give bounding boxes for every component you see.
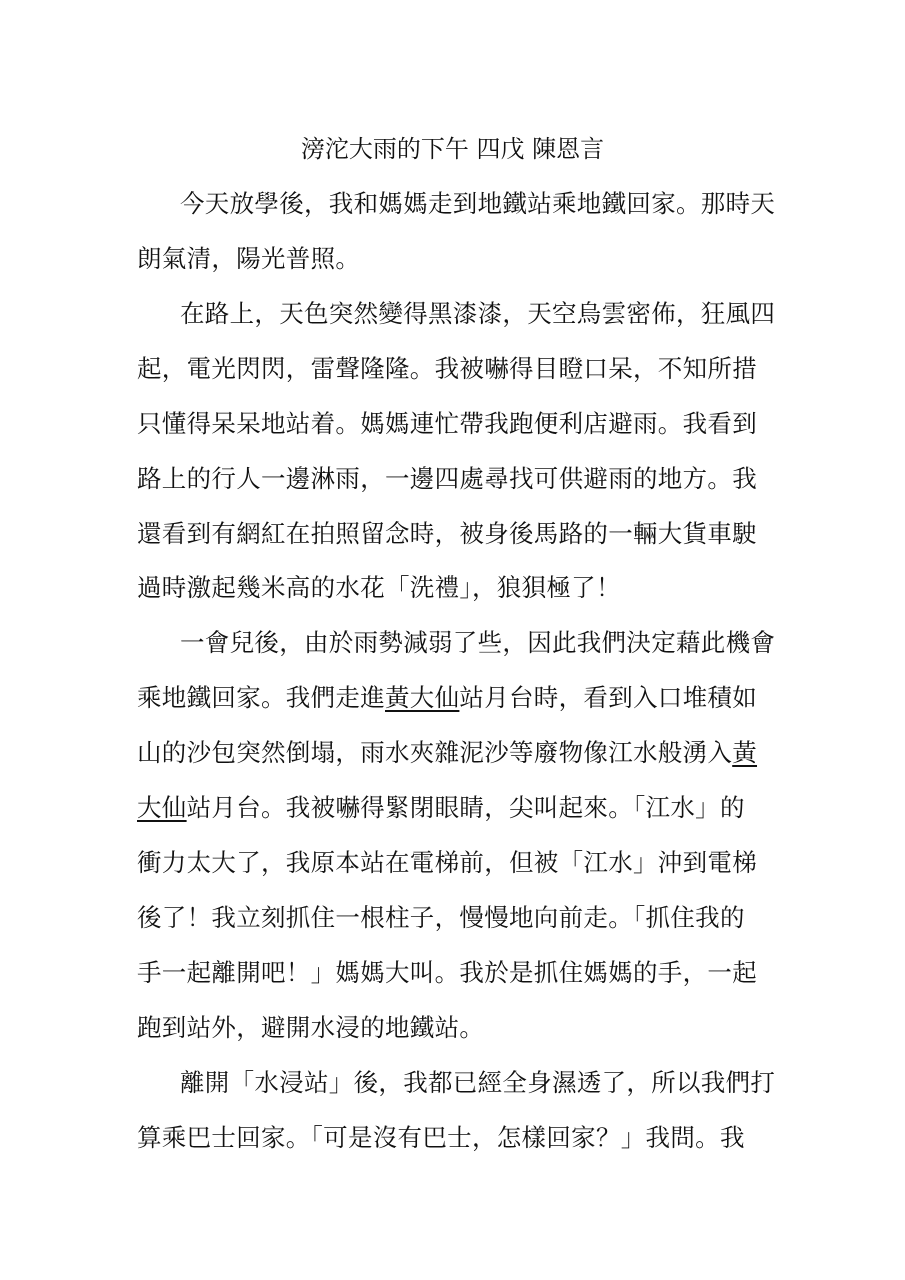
paragraph-3-line-7: 手一起離開吧！」媽媽大叫。我於是抓住媽媽的手，一起 bbox=[137, 958, 757, 987]
paragraph-3-line-1: 一會兒後，由於雨勢減弱了些，因此我們決定藉此機會 bbox=[180, 628, 776, 657]
paragraph-4-line-1: 離開「水浸站」後，我都已經全身濕透了，所以我們打 bbox=[180, 1068, 776, 1097]
text-segment: 乘地鐵回家。我們走進 bbox=[137, 683, 385, 712]
paragraph-2-line-4: 路上的行人一邊淋雨，一邊四處尋找可供避雨的地方。我 bbox=[137, 464, 757, 493]
paragraph-3-line-5: 衝力太大了，我原本站在電梯前，但被「江水」沖到電梯 bbox=[137, 848, 757, 877]
paragraph-2-line-3: 只懂得呆呆地站着。媽媽連忙帶我跑便利店避雨。我看到 bbox=[137, 409, 757, 438]
place-name-underlined: 大仙 bbox=[137, 793, 187, 822]
text-segment: 站月台。我被嚇得緊閉眼睛，尖叫起來。「江水」的 bbox=[186, 793, 745, 822]
paragraph-1-line-2: 朗氣清，陽光普照。 bbox=[137, 244, 361, 273]
paragraph-2-line-6: 過時激起幾米高的水花「洗禮」，狼狽極了！ bbox=[137, 573, 621, 602]
text-segment: 站月台時，看到入口堆積如 bbox=[459, 683, 758, 712]
paragraph-1-line-1: 今天放學後，我和媽媽走到地鐵站乘地鐵回家。那時天 bbox=[180, 189, 776, 218]
paragraph-2-line-1: 在路上，天色突然變得黑漆漆，天空烏雲密佈，狂風四 bbox=[180, 299, 776, 328]
place-name-underlined: 黃 bbox=[732, 738, 758, 767]
place-name-underlined: 黃大仙 bbox=[385, 683, 460, 712]
paragraph-3-line-2 bbox=[137, 680, 777, 716]
paragraph-3-line-3 bbox=[137, 735, 777, 771]
essay-title: 滂沱大雨的下午 四戊 陳恩言 bbox=[300, 135, 605, 163]
paragraph-2-line-2: 起，電光閃閃，雷聲隆隆。我被嚇得目瞪口呆，不知所措 bbox=[137, 354, 757, 383]
paragraph-3-line-4 bbox=[137, 790, 777, 826]
paragraph-4-line-2: 算乘巴士回家。「可是沒有巴士，怎樣回家？」我問。我 bbox=[137, 1123, 745, 1152]
paragraph-3-line-8: 跑到站外，避開水浸的地鐵站。 bbox=[137, 1013, 485, 1042]
paragraph-2-line-5: 還看到有網紅在拍照留念時，被身後馬路的一輛大貨車駛 bbox=[137, 519, 757, 548]
text-segment: 山的沙包突然倒塌，雨水夾雜泥沙等廢物像江水般湧入 bbox=[137, 738, 733, 767]
paragraph-3-line-6: 後了！我立刻抓住一根柱子，慢慢地向前走。「抓住我的 bbox=[137, 903, 745, 932]
